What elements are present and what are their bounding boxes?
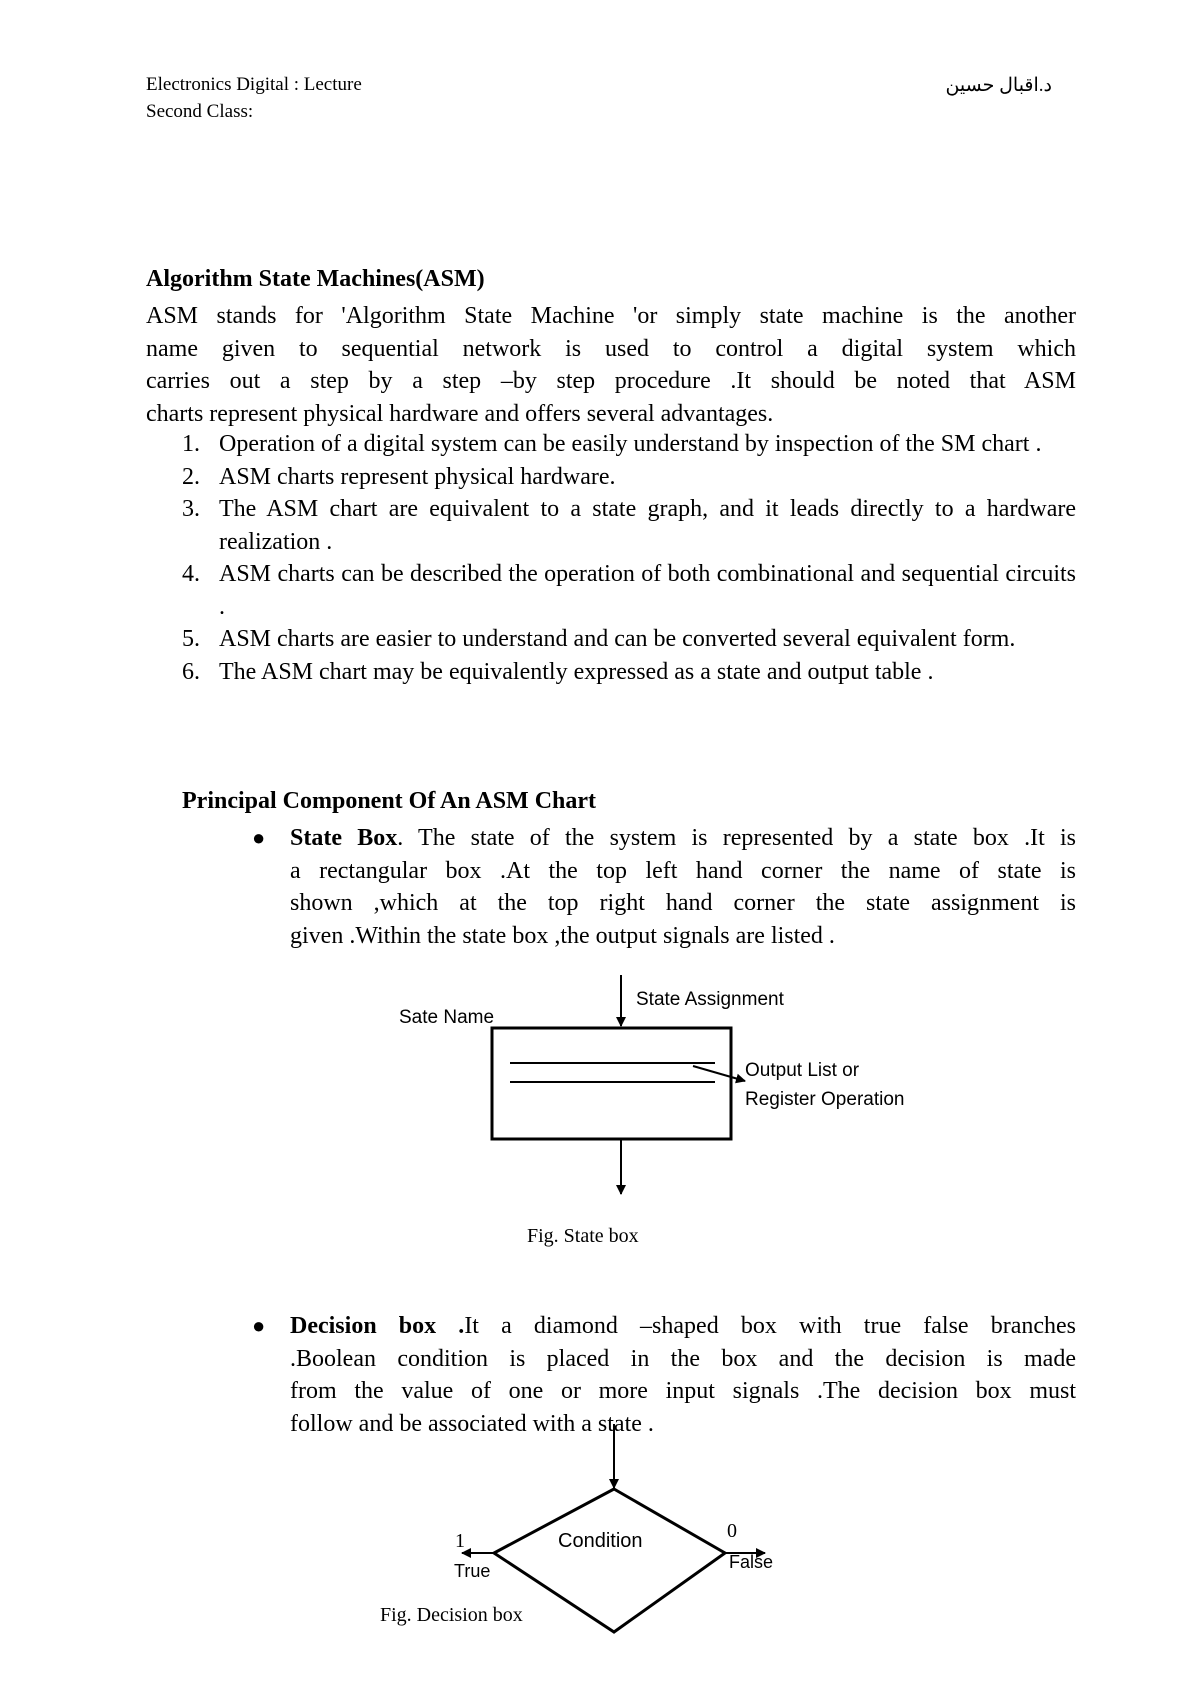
list-item: 1. Operation of a digital system can be easily understand by inspection of the SM chart . [182, 431, 1042, 457]
decision-diamond [494, 1489, 725, 1632]
section-title-asm: Algorithm State Machines(ASM) [146, 266, 485, 292]
false-value-label: 0 [727, 1520, 737, 1542]
list-item: 3. The ASM chart are equivalent to a state graph, and it leads directly to a hardware realization . [182, 496, 1076, 555]
bullet-icon: ● [252, 825, 266, 850]
false-branch-label: False [729, 1552, 774, 1572]
output-pointer-arrow [693, 1066, 745, 1081]
decision-box-bullet: ● Decision box .It a diamond –shaped box with true false branches .Boolean condition is placed in the box and the decision is made from the value of one or more input signals .The decision box must follow and be associated with a state . [290, 1310, 1076, 1440]
register-operation-label: Register Operation [745, 1089, 905, 1110]
intro-line: ASM stands for 'Algorithm State Machine 'or simply state machine is the another [146, 303, 1076, 329]
list-item: 5. ASM charts are easier to understand and can be converted several equivalent form. [182, 626, 1016, 652]
intro-line: carries out a step by a step –by step procedure .It should be noted that ASM [146, 368, 1076, 394]
list-item: 4. ASM charts can be described the operation of both combinational and sequential circuits . [182, 561, 1076, 620]
intro-line: name given to sequential network is used to control a digital system which [146, 335, 1076, 362]
list-item: 2. ASM charts represent physical hardware. [182, 463, 616, 490]
intro-line: charts represent physical hardware and offers several advantages. [146, 400, 774, 427]
state-assignment-label: State Assignment [636, 989, 784, 1010]
list-item: 6. The ASM chart may be equivalently expressed as a state and output table . [182, 658, 934, 685]
true-value-label: 1 [455, 1530, 465, 1552]
author-header: د.اقبال حسين [945, 75, 1052, 96]
output-list-label: Output List or [745, 1060, 860, 1081]
state-name-label: Sate Name [399, 1007, 495, 1028]
decision-box-term: Decision box . [290, 1313, 465, 1339]
state-box-bullet: ● State Box. The state of the system is represented by a state box .It is a rectangular box .At the top left hand corner the name of state is shown ,which at the top right hand corner the state assignment is given .Within the state box ,the output signals are listed . [290, 822, 1076, 952]
bullet-icon: ● [252, 1313, 266, 1338]
course-header: Electronics Digital : Lecture [146, 74, 362, 95]
class-header: Second Class: [146, 101, 254, 122]
state-rectangle [492, 1028, 731, 1139]
condition-label: Condition [558, 1530, 643, 1552]
section-title-components: Principal Component Of An ASM Chart [182, 788, 597, 814]
state-box-term: State Box [290, 825, 398, 851]
decision-box-diagram [462, 1424, 765, 1632]
state-box-caption: Fig. State box [527, 1225, 639, 1247]
true-branch-label: True [454, 1561, 491, 1581]
decision-box-caption: Fig. Decision box [380, 1604, 523, 1626]
